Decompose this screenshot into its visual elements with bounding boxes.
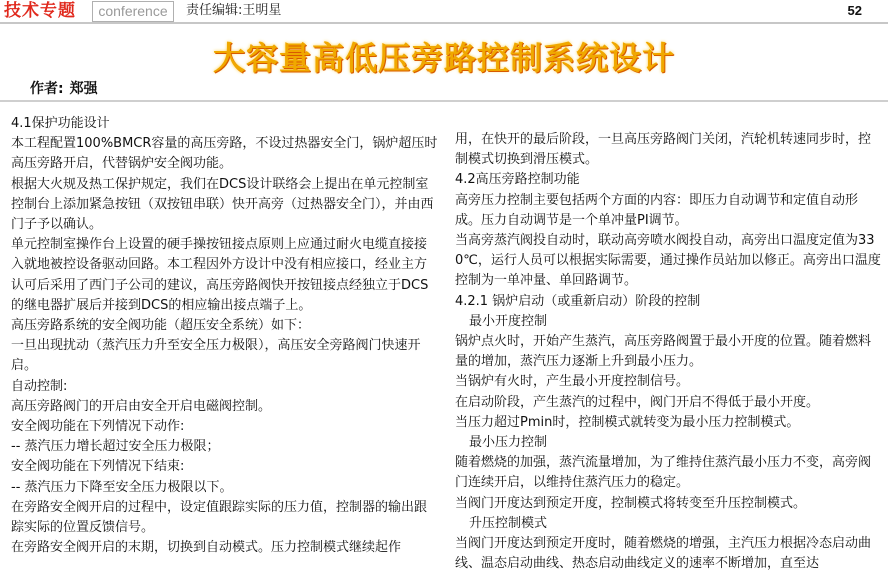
right-column: [455, 130, 881, 574]
paragraph: 高压旁路系统的安全阀功能（超压安全系统）如下：: [11, 318, 311, 334]
paragraph: 高压旁路阀门的开启由安全开启电磁阀控制。: [11, 398, 272, 414]
subsection-heading: 4.2.1 锅炉启动（或重新启动）阶段的控制: [455, 293, 701, 309]
divider: [0, 100, 888, 102]
author-label: 作者:: [30, 81, 64, 97]
page-number: 52: [847, 3, 862, 18]
section-brand: 技术专题: [4, 1, 76, 21]
mode-heading: 最小压力控制: [469, 435, 548, 451]
paragraph: 自动控制:: [11, 378, 68, 394]
paragraph: 当高旁蒸汽阀投自动时，联动高旁喷水阀投自动，高旁出口温度定值为330℃，运行人员可以根据实际需要，通过操作员站加以修正。高旁出口温度控制为一单冲量、单回路调节。: [455, 233, 881, 289]
paragraph: 当阀门开度达到预定开度，控制模式将转变至升压控制模式。: [455, 495, 807, 511]
paragraph: 安全阀功能在下列情况下结束:: [11, 459, 185, 475]
paragraph: 当阀门开度达到预定开度时，随着燃烧的增强，主汽压力根据冷态启动曲线、温态启动曲线、热态启动曲线定义的速率不断增加，直至达: [455, 536, 872, 572]
paragraph: 4.1保护功能设计: [11, 116, 110, 131]
paragraph: 用，在快开的最后阶段，一旦高压旁路阀门关闭，汽轮机转速同步时，控制模式切换到滑压模式。: [455, 132, 872, 168]
paragraph: 一旦出现扰动（蒸汽压力升至安全压力极限），高压安全旁路阀门快速开启。: [11, 338, 421, 374]
paragraph: 根据大火规及热工保护规定，我们在DCS设计联络会上提出在单元控制室控制台上添加紧急按钮（双按钮串联）快开高旁（过热器安全门），并由西门子予以确认。: [11, 176, 434, 233]
paragraph: 安全阀功能在下列情况下动作:: [11, 419, 185, 435]
paragraph: 在旁路安全阀开启的末期，切换到自动模式。压力控制模式继续起作: [11, 540, 402, 556]
paragraph: 单元控制室操作台上设置的硬手操按钮接点原则上应通过耐火电缆直接接入就地被控设备驱动回路。本工程因外方设计中没有相应接口，经业主方认可后采用了西门子公司的建议，高压旁路阀快开按钮接点经独立于DCS的继电器扩展后并接到DCS的相应输出接点端子上。: [11, 237, 429, 313]
section-heading: 4.2高压旁路控制功能: [455, 172, 580, 188]
paragraph: 当锅炉有火时，产生最小开度控制信号。: [455, 374, 690, 390]
left-column: [11, 114, 438, 558]
section-tag: conference: [92, 1, 174, 22]
paragraph: 锅炉点火时，开始产生蒸汽，高压旁路阀置于最小开度的位置。随着燃料量的增加，蒸汽压力逐渐上升到最小压力。: [455, 334, 872, 370]
article-title: 大容量高低压旁路控制系统设计: [212, 39, 675, 77]
paragraph: 随着燃烧的加强，蒸汽流量增加，为了维持住蒸汽最小压力不变，高旁阀门连续开启，以维持住蒸汽压力的稳定。: [455, 455, 872, 491]
paragraph: 当压力超过Pmin时，控制模式就转变为最小压力控制模式。: [455, 414, 800, 430]
author-name: 郑强: [69, 81, 98, 97]
paragraph: 本工程配置100%BMCR容量的高压旁路，不设过热器安全门，锅炉超压时高压旁路开启，代替锅炉安全阀功能。: [11, 136, 438, 172]
paragraph: -- 蒸汽压力下降至安全压力极限以下。: [11, 479, 233, 495]
mode-heading: 升压控制模式: [469, 515, 548, 531]
paragraph: 高旁压力控制主要包括两个方面的内容：即压力自动调节和定值自动形成。压力自动调节是一个单冲量PI调节。: [455, 192, 859, 228]
mode-heading: 最小开度控制: [469, 313, 548, 329]
editor-credit: 责任编辑:王明星: [186, 3, 282, 18]
paragraph: 在启动阶段，产生蒸汽的过程中，阀门开启不得低于最小开度。: [455, 394, 820, 410]
paragraph: 在旁路安全阀开启的过程中，设定值跟踪实际的压力值，控制器的输出跟踪实际的位置反馈信号。: [11, 499, 428, 536]
page-header: [0, 0, 888, 24]
paragraph: -- 蒸汽压力增长超过安全压力极限；: [11, 439, 220, 455]
author-line: [30, 80, 98, 98]
